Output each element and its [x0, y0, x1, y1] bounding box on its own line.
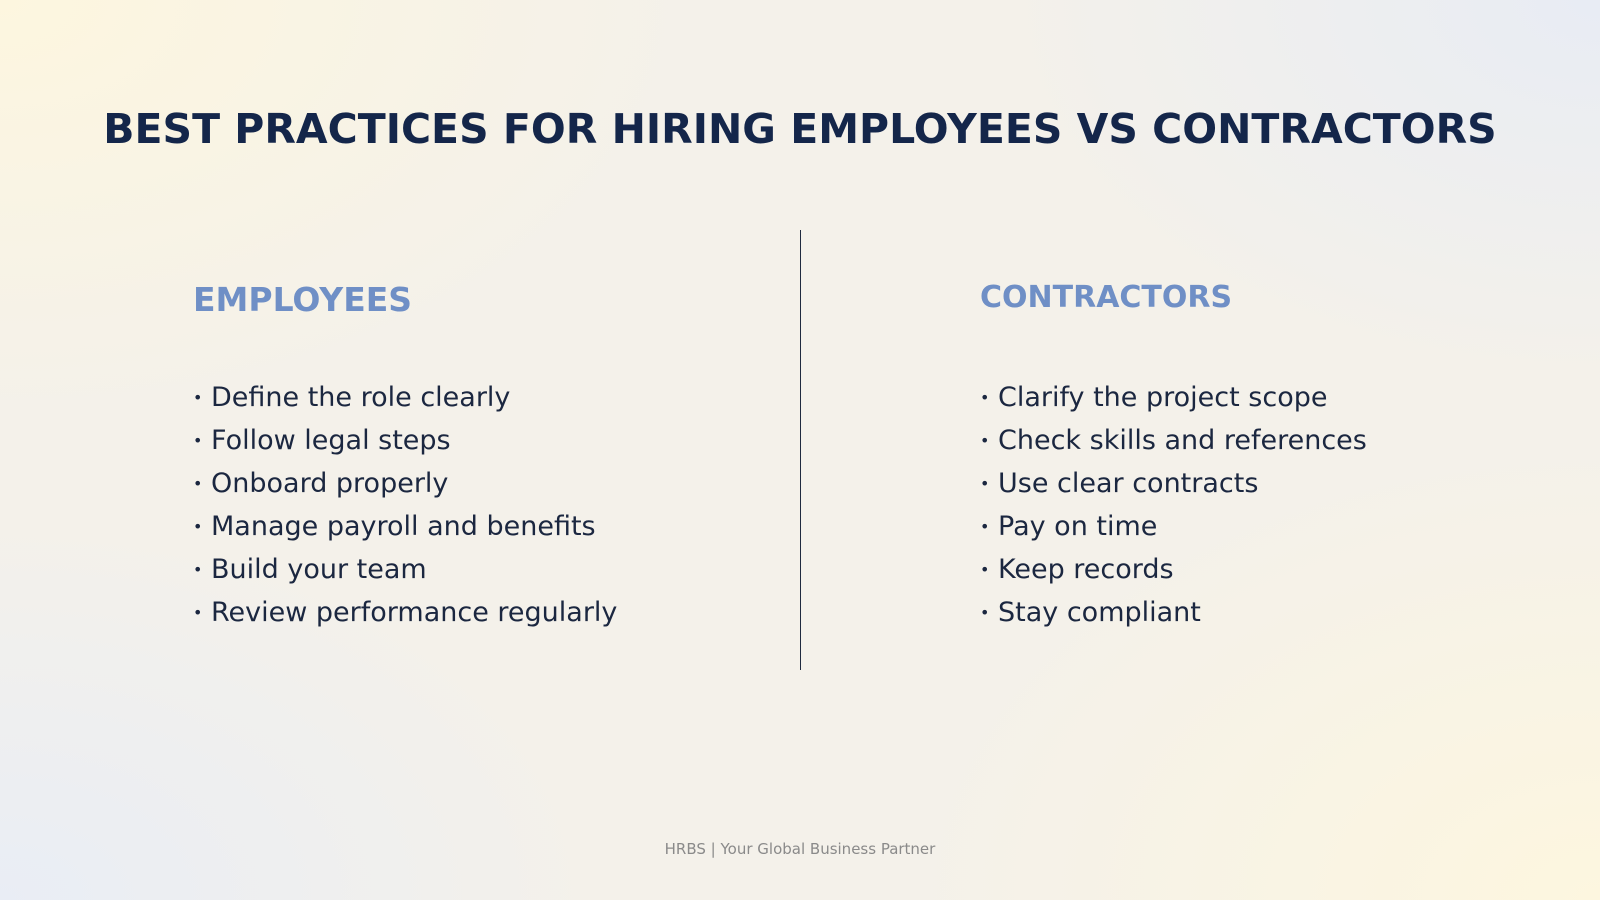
contractors-heading: CONTRACTORS — [980, 280, 1233, 315]
list-item — [193, 462, 617, 505]
bullet-icon: • — [193, 431, 203, 450]
list-item — [980, 591, 1367, 634]
list-item-text: Define the role clearly — [211, 382, 511, 413]
list-item — [980, 376, 1367, 419]
list-item — [980, 548, 1367, 591]
slide-title: BEST PRACTICES FOR HIRING EMPLOYEES VS CONTRACTORS — [103, 105, 1497, 153]
bullet-icon: • — [193, 474, 203, 493]
list-item — [980, 419, 1367, 462]
contractors-list — [980, 376, 1367, 634]
bullet-icon: • — [980, 474, 990, 493]
bullet-icon: • — [980, 388, 990, 407]
list-item — [193, 548, 617, 591]
contractors-column — [980, 280, 1367, 628]
bullet-icon: • — [980, 431, 990, 450]
column-divider — [800, 230, 801, 670]
list-item-text: Check skills and references — [998, 425, 1367, 456]
list-item-text: Follow legal steps — [211, 425, 451, 456]
footer-tagline: HRBS | Your Global Business Partner — [664, 840, 936, 858]
list-item-text: Use clear contracts — [998, 468, 1259, 499]
bullet-icon: • — [980, 517, 990, 536]
employees-column — [193, 280, 618, 628]
bullet-icon: • — [193, 388, 203, 407]
list-item-text: Pay on time — [998, 511, 1158, 542]
bullet-icon: • — [193, 603, 203, 622]
bullet-icon: • — [193, 517, 203, 536]
list-item — [193, 505, 617, 548]
employees-list — [193, 376, 617, 634]
bullet-icon: • — [980, 603, 990, 622]
bullet-icon: • — [980, 560, 990, 579]
bullet-icon: • — [193, 560, 203, 579]
list-item — [980, 505, 1367, 548]
list-item-text: Keep records — [998, 554, 1174, 585]
employees-heading: EMPLOYEES — [193, 280, 413, 319]
list-item — [193, 419, 617, 462]
list-item-text: Build your team — [211, 554, 427, 585]
list-item-text: Clarify the project scope — [998, 382, 1328, 413]
list-item — [193, 376, 617, 419]
list-item-text: Review performance regularly — [211, 597, 618, 628]
list-item-text: Onboard properly — [211, 468, 449, 499]
list-item — [980, 462, 1367, 505]
list-item-text: Stay compliant — [998, 597, 1201, 628]
list-item — [193, 591, 617, 634]
list-item-text: Manage payroll and benefits — [211, 511, 596, 542]
